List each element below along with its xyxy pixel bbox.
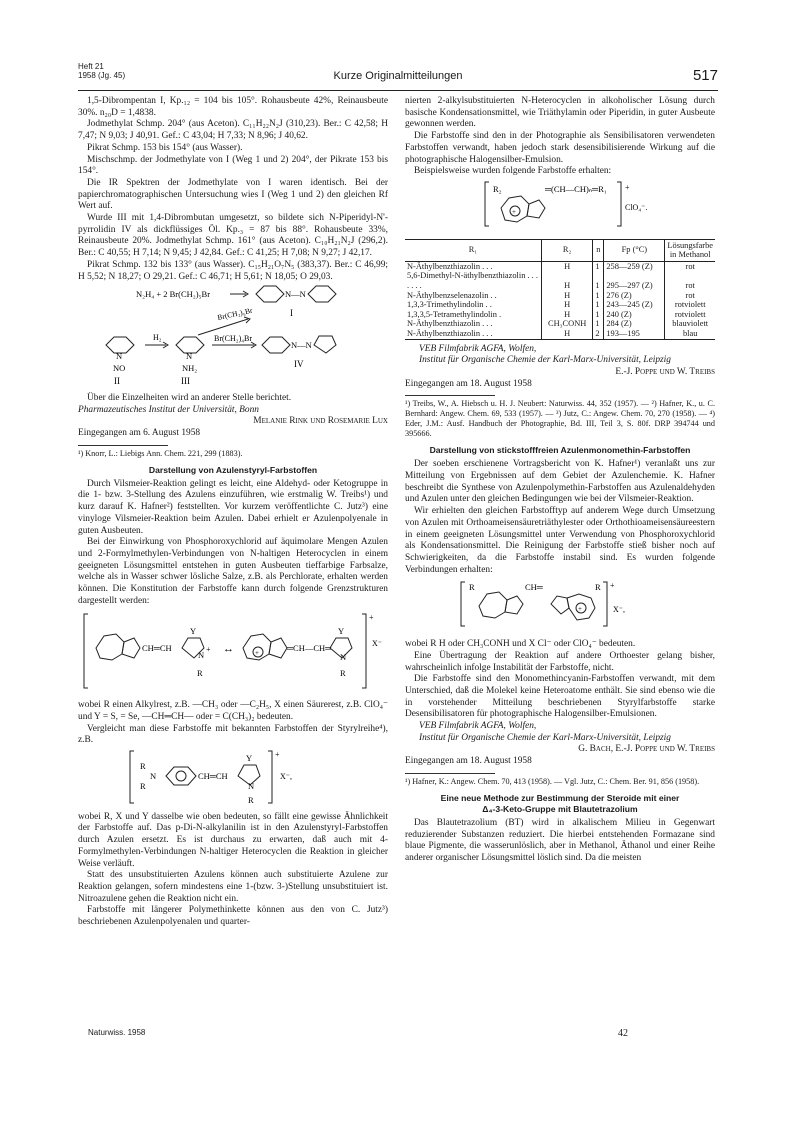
table-cell: 243—245 (Z) — [604, 300, 665, 310]
paragraph: Pikrat Schmp. 132 bis 133° (aus Wasser). C₁₅H₂₁O₇N₅ (383,37). Ber.: C 46,99; H 5,52; N 18,27; O 29,21. Gef.: C 46,71; H 5,61; N 18,05; O 29,03. — [78, 259, 388, 282]
formula-y-2: Y — [338, 625, 345, 636]
footnote: ¹) Hafner, K.: Angew. Chem. 70, 413 (1958). — Vgl. Jutz, C.: Chem. Ber. 91, 856 (1958). — [405, 776, 700, 786]
sheet-number: 42 — [618, 1028, 628, 1039]
table-cell: H — [541, 271, 593, 290]
table-header: Fp (°C) — [604, 239, 665, 261]
paragraph: wobei R H oder CH₃CONH und X Cl⁻ oder ClO₄⁻ bedeuten. — [405, 639, 636, 650]
table-row — [405, 319, 715, 329]
article-heading: Darstellung von stickstofffreien Azulenmonomethin-Farbstoffen — [429, 445, 691, 456]
monomethin-dye-formula — [405, 576, 715, 634]
formula-anion-1: X⁻ — [372, 638, 382, 648]
section-title: Kurze Originalmitteilungen — [333, 70, 463, 82]
authors: E.-J. Poppe und W. Treibs — [615, 366, 715, 377]
journal-footer: Naturwiss. 1958 — [88, 1028, 146, 1037]
table-cell: 1,3,3-Trimethylindolin . . — [407, 300, 492, 310]
heading-line-1: Eine neue Methode zur Bestimmung der Steroide mit einer — [440, 792, 680, 803]
paragraph: Die Farbstoffe sind den in der Photographie als Sensibilisatoren verwendeten Farbstoffen verwandt, haben jedoch stark desensibilisierende Wirkung auf die photographische Halogensilber-Emulsion. — [405, 131, 715, 165]
table-cell: N-Äthylbenzthiazolin . . . — [407, 319, 493, 329]
styryl-n-ring: N — [248, 781, 255, 792]
paragraph: Wir erhielten den gleichen Farbstofftyp auf anderem Wege durch Umsetzung von Azulen mit Orthoameisensäuretriäthylester oder Orthothioameisensäureestern in einem geeigneten Lösungsmittel unter Verwendung von Phosphoroxychlorid als Kondensationsmittel. Die Reinigung der Farbstoffe stieß bisher noch auf Schwierigkeiten, da die Farbstoffe instabil sind. Es wurden folgende Verbindungen erhalten: — [405, 506, 715, 575]
scheme-n-ii: N — [116, 351, 123, 362]
monomethin-r-1: R — [469, 582, 475, 593]
received-date: Eingegangen am 18. August 1958 — [405, 378, 532, 389]
table-cell: 1,3,3,5-Tetramethylindolin . — [407, 309, 502, 319]
scheme-reagent-3: H₂ — [153, 333, 162, 343]
footnote-rule — [405, 773, 495, 774]
formula-r-2: R — [340, 667, 346, 678]
paragraph: wobei R, X und Y dasselbe wie oben bedeuten, so fällt eine gewisse Ähnlichkeit der Farbstoffe auf. Das p-Di-N-alkylanilin ist in den Azulenstyryl-Farbstoffen durch Azulen ersetzt. Es ist durchaus zu erwarten, daß auch mit 4-Formylmethylen-Verbindungen N-haltiger Heterocyclen die Reaktion in gleicher Weise verläuft. — [78, 811, 388, 869]
paragraph: Statt des unsubstituierten Azulens können auch substituierte Azulene zur Reaktion gelangen, sofern mindestens eine 1-(bzw. 3-)Stellung unsubstituiert ist. Nitroazulene gehen die Reaktion nicht ein. — [78, 870, 388, 904]
paragraph: Die IR Spektren der Jodmethylate von I waren identisch. Bei der papierchromatographischen Untersuchung wies I (Weg 1 und 2) den gleichen Rf Wert auf. — [78, 177, 388, 212]
table-cell: 258—259 (Z) — [604, 261, 665, 271]
styryl-plus: + — [275, 750, 280, 760]
institution: Pharmazeutisches Institut der Universität, Bonn — [78, 404, 259, 415]
table-row — [405, 261, 715, 271]
scheme-reagent-2: Br(CH₂)₅Br — [216, 305, 254, 323]
table-cell: 284 (Z) — [604, 319, 665, 329]
compound-label-iii: III — [181, 376, 190, 387]
styryl-r-1: R — [140, 761, 146, 772]
table-cell: 1 — [593, 291, 604, 301]
scheme-nh2: NH₂ — [182, 363, 198, 374]
table-header: n — [593, 239, 604, 261]
monomethin-anion: X⁻, — [613, 605, 625, 615]
compound-label-ii: II — [114, 376, 120, 387]
paragraph: Eine Übertragung der Reaktion auf andere Orthoester gelang bisher, wahrscheinlich infolge Instabilität der Farbstoffe, nicht. — [405, 650, 715, 673]
paragraph: Vergleicht man diese Farbstoffe mit bekannten Farbstoffen der Styrylreihe⁴), z.B. — [78, 723, 388, 746]
issue-line-1: Heft 21 — [78, 62, 104, 71]
heading-line-2: Δ₄-3-Keto-Gruppe mit Blautetrazolium — [482, 803, 638, 814]
left-column — [78, 96, 388, 929]
authors: Melanie Rink und Rosemarie Lux — [253, 416, 388, 427]
formula-ring-plus: + — [512, 207, 516, 216]
monomethin-plus: + — [610, 581, 615, 591]
formula-y-1: Y — [190, 625, 197, 636]
page-number: 517 — [692, 67, 718, 84]
table-cell: 1 — [593, 310, 604, 320]
authors: G. Bach, E.-J. Poppe und W. Treibs — [578, 744, 715, 755]
styryl-r-2: R — [140, 781, 146, 792]
paragraph: Wurde III mit 1,4-Dibrombutan umgesetzt, so bildete sich N-Piperidyl-N'-pyrrolidin IV als dickflüssiges Öl. Kp.₃ = 87 bis 88°. Rohausbeute 33%, Reinausbeute 20%. Jodmethylat Schmp. 161° (aus Aceton). C₁₀H₂₁N₂J (296,2). Ber.: C 40,55; H 7,14; N 9,45; J 42,84. Gef.: C 41,25; H 7,08; N 9,27; J 42,17. — [78, 213, 388, 259]
formula-n-1: N — [198, 649, 205, 660]
formula-anion: ClO₄⁻. — [625, 202, 648, 212]
scheme-reagent-1: N₂H₄ + 2 Br(CH₂)₅Br — [136, 289, 211, 300]
institution: Institut für Organische Chemie der Karl-Marx-Universität, Leipzig — [419, 732, 671, 743]
table-cell: H — [541, 310, 593, 320]
table-cell: H — [541, 261, 593, 271]
received-date: Eingegangen am 18. August 1958 — [405, 756, 532, 767]
paragraph: nierten 2-alkylsubstituierten N-Heterocyclen in alkoholischer Lösung durch basische Kondensationsmittel, wie Triäthylamin oder Piperidin, in guter Ausbeute gewonnen werden. — [405, 96, 715, 130]
table-cell: rot — [665, 261, 715, 271]
scheme-nn-1: N—N — [285, 289, 306, 300]
table-cell: 295—297 (Z) — [604, 271, 665, 290]
monomethin-ring-plus: + — [578, 605, 582, 614]
paragraph: Über die Einzelheiten wird an anderer Stelle berichtet. — [87, 392, 292, 403]
table-cell: 2 — [593, 329, 604, 339]
resonance-structures — [78, 608, 388, 696]
table-row — [405, 291, 715, 301]
paragraph: Der soeben erschienene Vortragsbericht von K. Hafner¹) veranlaßt uns zur Mitteilung von Ergebnissen auf dem Gebiet der Azulenchemie. K. Hafner beschreibt die Synthese von Azulenpolymethin-Farbstoffen aus Azulenaldehyden und Azulen unter den gleichen Bedingungen wie bei der Vilsmeier-Reaktion. — [405, 459, 715, 505]
formula-plus-2: + — [369, 612, 374, 622]
table-cell: CH₃CONH — [541, 319, 593, 329]
formula-plus-1: + — [206, 644, 211, 654]
formula-n-2: N — [340, 651, 347, 662]
table-cell: blau — [665, 329, 715, 339]
table-header: R₂ — [541, 239, 593, 261]
table-cell: N-Äthylbenzthiazolin . . . — [405, 329, 541, 339]
resonance-arrow: ↔ — [223, 642, 234, 655]
table-cell: H — [541, 329, 593, 339]
formula-r-1: R — [197, 667, 203, 678]
table-cell: rotviolett — [665, 300, 715, 310]
issue-line-2: 1958 (Jg. 45) — [78, 71, 126, 80]
table-row — [405, 300, 715, 310]
compound-label-i: I — [290, 308, 293, 319]
paragraph: Durch Vilsmeier-Reaktion gelingt es leicht, eine Aldehyd- oder Ketogruppe in die 1- bzw. 3-Stellung des Azulens einzuführen, wie erstmalig W. Treibs¹) und kurz darauf K. Hafner²) feststellten. Vor kurzem veröffentlichte C. Jutz³) eine vinyloge Vilsmeier-Reaktion beim Azulen. Dabei erhielt er Azulenpolyenale in guten Ausbeuten. — [78, 478, 388, 536]
styryl-r-3: R — [248, 795, 254, 806]
monomethin-chain: CH═ — [525, 582, 543, 593]
paragraph: Farbstoffe mit längerer Polymethinkette können aus den von C. Jutz³) beschriebenen Azulenpolyenalen und quarter- — [78, 905, 388, 928]
table-cell: 276 (Z) — [604, 291, 665, 301]
table-row — [405, 329, 715, 339]
received-date: Eingegangen am 6. August 1958 — [78, 428, 201, 439]
paragraph: Jodmethylat Schmp. 204° (aus Aceton). C₁₁H₂₂N₂J (310,23). Ber.: C 42,58; H 7,47; N 9,03; J 40,91. Gef.: C 43,04; H 7,33; N 8,96; J 40,62. — [78, 119, 388, 142]
dye-table — [405, 239, 715, 340]
reaction-scheme — [78, 283, 388, 388]
table-cell: rotviolett — [665, 310, 715, 320]
table-cell: H — [541, 300, 593, 310]
footnote-rule — [78, 445, 168, 446]
table-cell: rot — [665, 271, 715, 290]
footnote: ¹) Treibs, W., A. Hiebsch u. H. J. Neubert: Naturwiss. 44, 352 (1957). — ²) Hafner, K., u. C. Bernhard: Angew. Chem. 69, 533 (1957). — ³) Jutz, C.: Angew. Chem. 70, 270 (1958). — ⁴) Eder, J.M.: Ausf. Handbuch der Photographie, Bd. III, Teil 3, S. 80f. DRP 394744 und 395666. — [405, 399, 715, 439]
table-cell: 5,6-Dimethyl-N-äthylbenzthiazolin . . . . . . . — [407, 271, 538, 290]
paragraph: Beispielsweise wurden folgende Farbstoffe erhalten: — [414, 166, 612, 177]
table-cell: 1 — [593, 319, 604, 329]
formula-plus-ring: + — [255, 648, 259, 657]
paragraph: Die Farbstoffe sind den Monomethincyanin-Farbstoffen verwandt, mit dem Unterschied, daß die Molekel keine Heteroatome enthält. Sie sind ebenso wie die in vorstehender Mitteilung beschriebenen Styrylfarbstoffe starke Desensibilisatoren für photographische Halogensilber-Emulsionen. — [405, 674, 715, 720]
compound-label-iv: IV — [294, 359, 304, 370]
footnote-rule — [405, 395, 495, 396]
paragraph: wobei R einen Alkylrest, z.B. —CH₃ oder —C₂H₅, X einen Säurerest, z.B. ClO₄⁻ und Y = S, = Se, —CH═CH— oder = C(CH₃)₂ bedeuten. — [78, 700, 388, 722]
table-cell: 1 — [593, 271, 604, 290]
styryl-chain: CH═CH — [198, 771, 228, 782]
scheme-no: NO — [113, 363, 126, 374]
azulene-dye-formula — [405, 178, 715, 232]
styryl-structure — [78, 747, 388, 807]
table-cell: rot — [665, 291, 715, 301]
paragraph: Bei der Einwirkung von Phosphoroxychlorid auf äquimolare Mengen Azulen und 2-Formylmethylen-Verbindungen von N-haltigen Heterocyclen in einem geeigneten Lösungsmittel entstehen in guten Ausbeuten tieffarbige Farbsalze, welche als in Wasser schwer lösliche Salze, z.B. als Perchlorate, erhalten werden können. Die Konstitution der Farbstoffe kann durch folgende Grenzstrukturen dargestellt werden: — [78, 537, 388, 606]
article-heading — [405, 793, 715, 815]
table-cell: 1 — [593, 300, 604, 310]
paragraph: Mischschmp. der Jodmethylate von I (Weg 1 und 2) 204°, der Pikrate 153 bis 154°. — [78, 154, 388, 177]
scheme-nn-2: N—N — [291, 340, 312, 351]
table-cell: H — [541, 291, 593, 301]
formula-plus: + — [625, 182, 630, 192]
table-cell: 240 (Z) — [604, 310, 665, 320]
paragraph: Das Blautetrazolium (BT) wird in alkalischem Milieu in Gegenwart reduzierender Substanzen reduziert. Die hierbei entstehenden Formazane sind blaue Pigmente, die wasserunlöslich, aber in Methanol, Äthanol und einer Reihe anderer organischer Lösungsmittel löslich sind. Da die meisten — [405, 817, 715, 863]
scheme-n-iii: N — [186, 351, 193, 362]
article-heading: Darstellung von Azulenstyryl-Farbstoffen — [148, 464, 318, 475]
scheme-reagent-4: Br(CH₂)₄Br — [214, 334, 253, 344]
table-row — [405, 310, 715, 320]
table-row — [405, 271, 715, 290]
formula-chain-2: ═CH—CH═ — [287, 642, 332, 653]
formula-chain-1: CH═CH — [142, 642, 172, 653]
paragraph: 1,5-Dibrompentan I, Kp.₁₂ = 104 bis 105°. Rohausbeute 42%, Reinausbeute 30%. n₂₀D = 1,4838. — [78, 96, 388, 118]
styryl-n: N — [150, 771, 157, 782]
institution: Institut für Organische Chemie der Karl-Marx-Universität, Leipzig — [419, 355, 671, 366]
table-cell: 193—195 — [604, 329, 665, 339]
company: VEB Filmfabrik AGFA, Wolfen, — [419, 721, 537, 732]
table-header: R₁ — [405, 239, 541, 261]
footnote: ¹) Knorr, L.: Liebigs Ann. Chem. 221, 299 (1883). — [78, 448, 243, 458]
table-cell: 1 — [593, 261, 604, 271]
paragraph: Pikrat Schmp. 153 bis 154° (aus Wasser). — [87, 142, 243, 153]
table-cell: blauviolett — [665, 319, 715, 329]
monomethin-r-2: R — [595, 582, 601, 593]
company: VEB Filmfabrik AGFA, Wolfen, — [419, 343, 537, 354]
formula-chain: ═(CH—CH)ₙ═R₁ — [545, 183, 607, 194]
styryl-anion: X⁻, — [280, 772, 292, 782]
table-cell: N-Äthylbenzthiazolin . . . — [407, 261, 493, 271]
right-column — [405, 96, 715, 865]
styryl-y: Y — [246, 753, 253, 764]
formula-r2: R₂ — [493, 183, 502, 194]
table-header: Lösungsfarbe in Methanol — [665, 239, 715, 261]
running-header — [78, 62, 718, 91]
table-cell: N-Äthylbenzselenazolin . . — [407, 290, 497, 300]
